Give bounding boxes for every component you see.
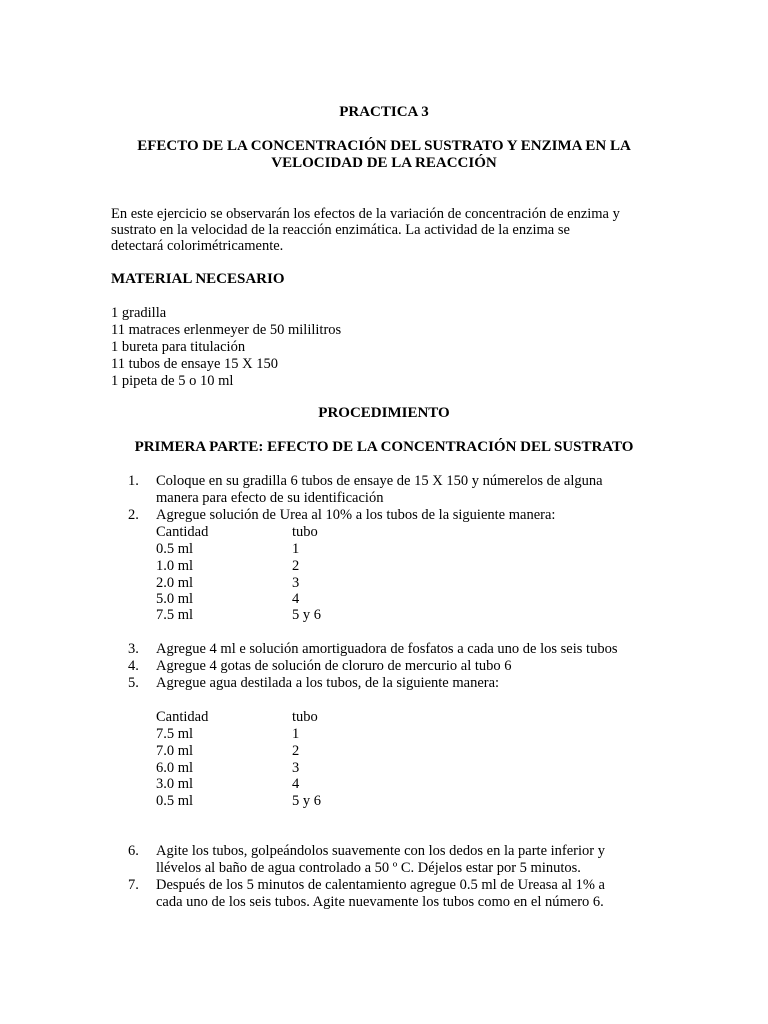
table-cell: 3.0 ml	[156, 776, 194, 792]
table-cell: 1.0 ml	[156, 558, 194, 574]
subtitle-line-1: EFECTO DE LA CONCENTRACIÓN DEL SUSTRATO Y ENZIMA EN LA	[137, 138, 631, 154]
step-number: 2.	[128, 507, 139, 523]
table-header-tubo: tubo	[292, 524, 318, 540]
table-cell: 5 y 6	[292, 607, 321, 623]
table-cell: 7.5 ml	[156, 607, 194, 623]
step-text: cada uno de los seis tubos. Agite nuevamente los tubos como en el número 6.	[156, 894, 604, 910]
table-cell: 4	[292, 776, 300, 792]
table-cell: 5 y 6	[292, 793, 321, 809]
table-cell: 5.0 ml	[156, 591, 194, 607]
table-cell: 4	[292, 591, 300, 607]
material-item: 11 matraces erlenmeyer de 50 mililitros	[111, 322, 342, 338]
intro-line: En este ejercicio se observarán los efectos de la variación de concentración de enzima y	[111, 206, 620, 222]
step-text: Agite los tubos, golpeándolos suavemente con los dedos en la parte inferior y	[156, 843, 605, 859]
step-number: 7.	[128, 877, 139, 893]
material-item: 11 tubos de ensaye 15 X 150	[111, 356, 278, 372]
material-item: 1 gradilla	[111, 305, 167, 321]
step-text: manera para efecto de su identificación	[156, 490, 384, 506]
step-number: 5.	[128, 675, 139, 691]
table-cell: 0.5 ml	[156, 793, 194, 809]
step-text: Agregue solución de Urea al 10% a los tubos de la siguiente manera:	[156, 507, 556, 523]
material-item: 1 pipeta de 5 o 10 ml	[111, 373, 234, 389]
table-cell: 6.0 ml	[156, 760, 194, 776]
material-item: 1 bureta para titulación	[111, 339, 246, 355]
step-number: 1.	[128, 473, 139, 489]
table-header-cantidad: Cantidad	[156, 524, 209, 540]
table-cell: 2.0 ml	[156, 575, 194, 591]
step-number: 4.	[128, 658, 139, 674]
table-cell: 1	[292, 541, 300, 557]
table-cell: 7.5 ml	[156, 726, 194, 742]
table-cell: 0.5 ml	[156, 541, 194, 557]
table-cell: 2	[292, 743, 300, 759]
procedure-heading: PROCEDIMIENTO	[318, 405, 450, 421]
material-heading: MATERIAL NECESARIO	[111, 271, 285, 287]
table-cell: 1	[292, 726, 300, 742]
step-text: Agregue agua destilada a los tubos, de la siguiente manera:	[156, 675, 500, 691]
table-header-cantidad: Cantidad	[156, 709, 209, 725]
table-cell: 7.0 ml	[156, 743, 194, 759]
step-text: Después de los 5 minutos de calentamiento agregue 0.5 ml de Ureasa al 1% a	[156, 877, 605, 893]
step-number: 3.	[128, 641, 139, 657]
table-cell: 3	[292, 760, 300, 776]
page-title: PRACTICA 3	[339, 104, 429, 120]
table-cell: 3	[292, 575, 300, 591]
step-text: Agregue 4 ml e solución amortiguadora de fosfatos a cada uno de los seis tubos	[156, 641, 618, 657]
table-header-tubo: tubo	[292, 709, 318, 725]
step-text: Coloque en su gradilla 6 tubos de ensaye de 15 X 150 y númerelos de alguna	[156, 473, 603, 489]
step-number: 6.	[128, 843, 139, 859]
subtitle-line-2: VELOCIDAD DE LA REACCIÓN	[271, 155, 497, 171]
table-cell: 2	[292, 558, 300, 574]
part1-heading: PRIMERA PARTE: EFECTO DE LA CONCENTRACIÓN DEL SUSTRATO	[134, 439, 634, 455]
step-text: Agregue 4 gotas de solución de cloruro de mercurio al tubo 6	[156, 658, 512, 674]
step-text: llévelos al baño de agua controlado a 50 º C. Déjelos estar por 5 minutos.	[156, 860, 581, 876]
intro-line: sustrato en la velocidad de la reacción enzimática. La actividad de la enzima se	[111, 222, 570, 238]
intro-line: detectará colorimétricamente.	[111, 238, 284, 254]
